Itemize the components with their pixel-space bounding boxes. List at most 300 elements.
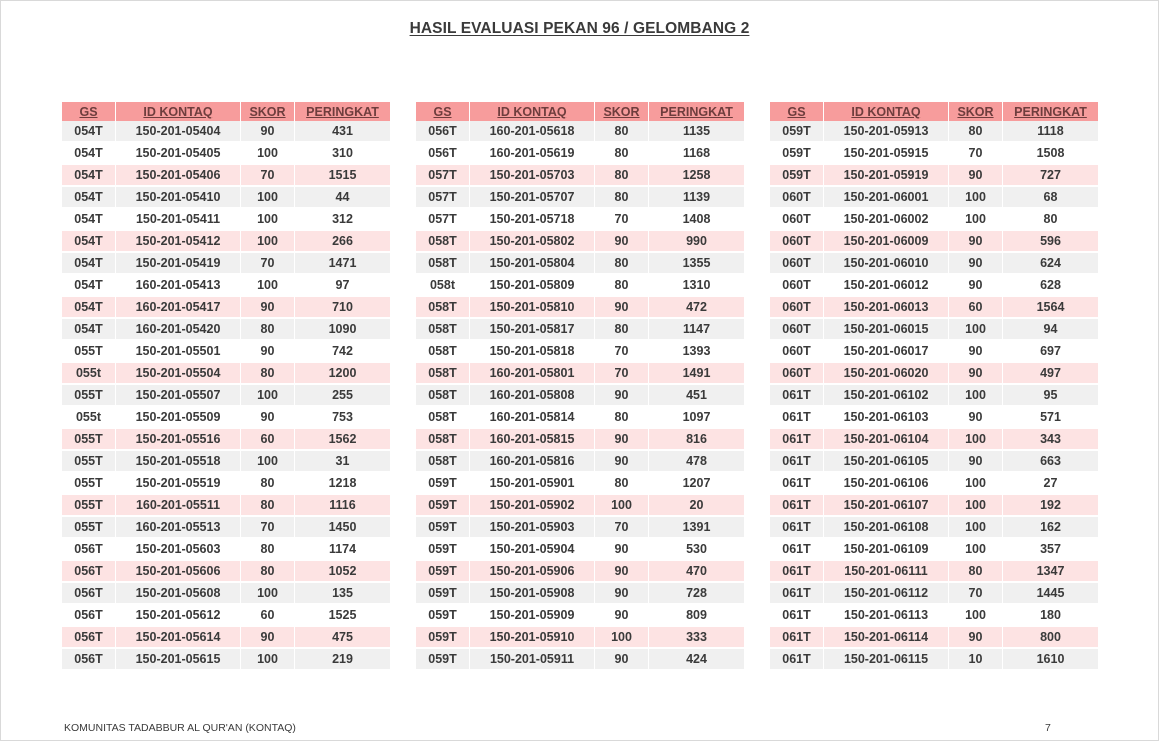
cell-peringkat: 1258 xyxy=(649,165,744,187)
cell-peringkat: 710 xyxy=(295,297,390,319)
cell-peringkat: 266 xyxy=(295,231,390,253)
cell-peringkat: 1515 xyxy=(295,165,390,187)
cell-skor: 90 xyxy=(949,341,1003,363)
cell-peringkat: 1207 xyxy=(649,473,744,495)
table-row xyxy=(770,407,1098,429)
table-row xyxy=(770,473,1098,495)
cell-peringkat: 1139 xyxy=(649,187,744,209)
cell-gs: 054T xyxy=(62,253,116,275)
cell-peringkat: 1118 xyxy=(1003,121,1098,143)
cell-id-kontaq: 150-201-05518 xyxy=(116,451,241,473)
table-row xyxy=(62,583,390,605)
table-row xyxy=(62,385,390,407)
cell-skor: 100 xyxy=(949,473,1003,495)
cell-skor: 90 xyxy=(949,253,1003,275)
cell-gs: 061T xyxy=(770,473,824,495)
table-row xyxy=(416,517,744,539)
cell-skor: 100 xyxy=(949,605,1003,627)
cell-skor: 100 xyxy=(949,319,1003,341)
table-row xyxy=(62,231,390,253)
cell-peringkat: 628 xyxy=(1003,275,1098,297)
cell-id-kontaq: 150-201-05817 xyxy=(470,319,595,341)
cell-skor: 80 xyxy=(241,539,295,561)
cell-skor: 70 xyxy=(595,363,649,385)
cell-gs: 058T xyxy=(416,385,470,407)
cell-gs: 058t xyxy=(416,275,470,297)
cell-id-kontaq: 150-201-06013 xyxy=(824,297,949,319)
cell-peringkat: 596 xyxy=(1003,231,1098,253)
table-row xyxy=(770,363,1098,385)
table-header-row xyxy=(62,102,390,121)
cell-id-kontaq: 150-201-06015 xyxy=(824,319,949,341)
table-row xyxy=(416,187,744,209)
cell-gs: 058T xyxy=(416,253,470,275)
table-row xyxy=(770,297,1098,319)
table-row xyxy=(416,319,744,341)
cell-gs: 058T xyxy=(416,429,470,451)
column-header: PERINGKAT xyxy=(649,102,744,121)
cell-id-kontaq: 150-201-06002 xyxy=(824,209,949,231)
cell-skor: 90 xyxy=(949,363,1003,385)
cell-id-kontaq: 150-201-05913 xyxy=(824,121,949,143)
cell-skor: 100 xyxy=(949,539,1003,561)
cell-gs: 056T xyxy=(416,121,470,143)
table-row xyxy=(62,627,390,649)
cell-skor: 100 xyxy=(241,583,295,605)
cell-skor: 80 xyxy=(241,561,295,583)
cell-gs: 060T xyxy=(770,253,824,275)
cell-peringkat: 1564 xyxy=(1003,297,1098,319)
cell-id-kontaq: 150-201-05802 xyxy=(470,231,595,253)
cell-id-kontaq: 150-201-05908 xyxy=(470,583,595,605)
table-row xyxy=(416,495,744,517)
cell-skor: 90 xyxy=(241,121,295,143)
cell-gs: 058T xyxy=(416,363,470,385)
cell-id-kontaq: 150-201-05412 xyxy=(116,231,241,253)
cell-gs: 059T xyxy=(416,517,470,539)
cell-peringkat: 1147 xyxy=(649,319,744,341)
cell-id-kontaq: 150-201-05519 xyxy=(116,473,241,495)
cell-id-kontaq: 160-201-05417 xyxy=(116,297,241,319)
cell-skor: 80 xyxy=(595,275,649,297)
table-row xyxy=(770,341,1098,363)
results-table-1 xyxy=(62,102,390,671)
cell-gs: 061T xyxy=(770,627,824,649)
table-row xyxy=(770,517,1098,539)
cell-skor: 90 xyxy=(241,341,295,363)
cell-gs: 056T xyxy=(62,539,116,561)
cell-peringkat: 1347 xyxy=(1003,561,1098,583)
cell-peringkat: 753 xyxy=(295,407,390,429)
cell-gs: 061T xyxy=(770,649,824,671)
cell-gs: 054T xyxy=(62,297,116,319)
cell-gs: 061T xyxy=(770,605,824,627)
cell-id-kontaq: 150-201-05603 xyxy=(116,539,241,561)
cell-id-kontaq: 150-201-05612 xyxy=(116,605,241,627)
cell-skor: 100 xyxy=(241,275,295,297)
table-row xyxy=(62,275,390,297)
table-row xyxy=(416,165,744,187)
cell-peringkat: 1097 xyxy=(649,407,744,429)
cell-skor: 80 xyxy=(241,495,295,517)
cell-peringkat: 1135 xyxy=(649,121,744,143)
cell-gs: 058T xyxy=(416,319,470,341)
column-header: ID KONTAQ xyxy=(116,102,241,121)
cell-id-kontaq: 160-201-05420 xyxy=(116,319,241,341)
cell-gs: 055T xyxy=(62,495,116,517)
cell-skor: 80 xyxy=(595,143,649,165)
cell-id-kontaq: 150-201-06108 xyxy=(824,517,949,539)
cell-id-kontaq: 150-201-05910 xyxy=(470,627,595,649)
table-row xyxy=(770,319,1098,341)
table-row xyxy=(416,385,744,407)
cell-skor: 90 xyxy=(949,627,1003,649)
table-row xyxy=(416,429,744,451)
cell-gs: 054T xyxy=(62,231,116,253)
cell-peringkat: 310 xyxy=(295,143,390,165)
table-row xyxy=(62,297,390,319)
cell-skor: 100 xyxy=(595,627,649,649)
cell-gs: 059T xyxy=(416,649,470,671)
column-header: GS xyxy=(416,102,470,121)
cell-skor: 90 xyxy=(241,297,295,319)
cell-gs: 059T xyxy=(770,143,824,165)
table-row xyxy=(62,407,390,429)
cell-id-kontaq: 160-201-05808 xyxy=(470,385,595,407)
cell-gs: 055T xyxy=(62,517,116,539)
cell-gs: 054T xyxy=(62,275,116,297)
cell-id-kontaq: 150-201-05810 xyxy=(470,297,595,319)
cell-gs: 054T xyxy=(62,165,116,187)
table-row xyxy=(416,121,744,143)
table-row xyxy=(770,429,1098,451)
cell-id-kontaq: 150-201-05405 xyxy=(116,143,241,165)
cell-id-kontaq: 160-201-05511 xyxy=(116,495,241,517)
cell-id-kontaq: 150-201-06109 xyxy=(824,539,949,561)
table-row xyxy=(62,561,390,583)
cell-skor: 90 xyxy=(595,429,649,451)
cell-gs: 055T xyxy=(62,451,116,473)
table-row xyxy=(62,121,390,143)
cell-skor: 80 xyxy=(241,473,295,495)
table-row xyxy=(770,253,1098,275)
cell-peringkat: 1408 xyxy=(649,209,744,231)
cell-skor: 90 xyxy=(595,649,649,671)
cell-peringkat: 1355 xyxy=(649,253,744,275)
table-row xyxy=(416,363,744,385)
table-row xyxy=(62,473,390,495)
cell-id-kontaq: 150-201-05804 xyxy=(470,253,595,275)
table-row xyxy=(416,209,744,231)
table-row xyxy=(416,539,744,561)
cell-peringkat: 1525 xyxy=(295,605,390,627)
cell-skor: 100 xyxy=(241,187,295,209)
cell-peringkat: 451 xyxy=(649,385,744,407)
table-row xyxy=(416,451,744,473)
cell-id-kontaq: 150-201-06115 xyxy=(824,649,949,671)
cell-peringkat: 424 xyxy=(649,649,744,671)
cell-gs: 060T xyxy=(770,187,824,209)
results-table-3 xyxy=(770,102,1098,671)
table-row xyxy=(416,561,744,583)
cell-gs: 059T xyxy=(416,583,470,605)
table-header-row xyxy=(770,102,1098,121)
cell-peringkat: 1393 xyxy=(649,341,744,363)
cell-skor: 100 xyxy=(241,143,295,165)
cell-gs: 055T xyxy=(62,473,116,495)
cell-id-kontaq: 150-201-05901 xyxy=(470,473,595,495)
cell-gs: 054T xyxy=(62,319,116,341)
cell-peringkat: 94 xyxy=(1003,319,1098,341)
page-number: 7 xyxy=(1045,722,1051,734)
cell-gs: 058T xyxy=(416,231,470,253)
cell-peringkat: 1391 xyxy=(649,517,744,539)
cell-id-kontaq: 150-201-05906 xyxy=(470,561,595,583)
cell-skor: 80 xyxy=(241,319,295,341)
cell-peringkat: 1218 xyxy=(295,473,390,495)
cell-id-kontaq: 150-201-05614 xyxy=(116,627,241,649)
cell-skor: 100 xyxy=(241,209,295,231)
table-row xyxy=(770,451,1098,473)
cell-peringkat: 180 xyxy=(1003,605,1098,627)
cell-skor: 100 xyxy=(949,429,1003,451)
cell-peringkat: 162 xyxy=(1003,517,1098,539)
cell-id-kontaq: 150-201-06111 xyxy=(824,561,949,583)
cell-peringkat: 1116 xyxy=(295,495,390,517)
cell-skor: 80 xyxy=(595,253,649,275)
table-row xyxy=(62,187,390,209)
cell-gs: 059T xyxy=(416,561,470,583)
cell-gs: 060T xyxy=(770,319,824,341)
cell-id-kontaq: 150-201-06107 xyxy=(824,495,949,517)
cell-id-kontaq: 150-201-05404 xyxy=(116,121,241,143)
cell-id-kontaq: 150-201-06104 xyxy=(824,429,949,451)
cell-peringkat: 530 xyxy=(649,539,744,561)
cell-id-kontaq: 150-201-05911 xyxy=(470,649,595,671)
table-row xyxy=(416,627,744,649)
table-row xyxy=(770,209,1098,231)
cell-peringkat: 816 xyxy=(649,429,744,451)
cell-peringkat: 1090 xyxy=(295,319,390,341)
table-row xyxy=(62,165,390,187)
cell-id-kontaq: 150-201-05809 xyxy=(470,275,595,297)
column-header: ID KONTAQ xyxy=(470,102,595,121)
cell-peringkat: 80 xyxy=(1003,209,1098,231)
cell-gs: 060T xyxy=(770,297,824,319)
table-row xyxy=(770,187,1098,209)
cell-peringkat: 728 xyxy=(649,583,744,605)
cell-id-kontaq: 150-201-05411 xyxy=(116,209,241,231)
cell-gs: 061T xyxy=(770,495,824,517)
cell-id-kontaq: 150-201-05516 xyxy=(116,429,241,451)
cell-gs: 056T xyxy=(62,605,116,627)
cell-peringkat: 27 xyxy=(1003,473,1098,495)
cell-skor: 80 xyxy=(949,121,1003,143)
table-row xyxy=(416,583,744,605)
cell-skor: 100 xyxy=(241,649,295,671)
cell-id-kontaq: 150-201-05606 xyxy=(116,561,241,583)
table-row xyxy=(770,583,1098,605)
cell-id-kontaq: 150-201-06017 xyxy=(824,341,949,363)
table-row xyxy=(62,539,390,561)
cell-peringkat: 333 xyxy=(649,627,744,649)
cell-gs: 058T xyxy=(416,297,470,319)
cell-id-kontaq: 150-201-05718 xyxy=(470,209,595,231)
cell-id-kontaq: 150-201-06106 xyxy=(824,473,949,495)
cell-skor: 90 xyxy=(241,627,295,649)
cell-id-kontaq: 160-201-05618 xyxy=(470,121,595,143)
table-row xyxy=(770,539,1098,561)
cell-skor: 10 xyxy=(949,649,1003,671)
cell-peringkat: 475 xyxy=(295,627,390,649)
cell-skor: 60 xyxy=(241,429,295,451)
table-row xyxy=(770,121,1098,143)
cell-gs: 060T xyxy=(770,231,824,253)
cell-gs: 059T xyxy=(416,473,470,495)
table-row xyxy=(62,451,390,473)
column-header: GS xyxy=(770,102,824,121)
cell-skor: 70 xyxy=(241,253,295,275)
cell-gs: 056T xyxy=(62,649,116,671)
cell-skor: 70 xyxy=(595,209,649,231)
cell-skor: 100 xyxy=(949,187,1003,209)
cell-peringkat: 1200 xyxy=(295,363,390,385)
cell-id-kontaq: 160-201-05815 xyxy=(470,429,595,451)
cell-peringkat: 1610 xyxy=(1003,649,1098,671)
cell-peringkat: 31 xyxy=(295,451,390,473)
table-row xyxy=(62,517,390,539)
cell-skor: 90 xyxy=(595,297,649,319)
cell-gs: 056T xyxy=(416,143,470,165)
cell-skor: 70 xyxy=(595,517,649,539)
cell-gs: 054T xyxy=(62,187,116,209)
cell-skor: 70 xyxy=(595,341,649,363)
cell-id-kontaq: 150-201-06009 xyxy=(824,231,949,253)
cell-id-kontaq: 150-201-05406 xyxy=(116,165,241,187)
cell-gs: 056T xyxy=(62,561,116,583)
results-table-2 xyxy=(416,102,744,671)
table-row xyxy=(62,363,390,385)
cell-gs: 060T xyxy=(770,209,824,231)
cell-peringkat: 472 xyxy=(649,297,744,319)
cell-id-kontaq: 150-201-05902 xyxy=(470,495,595,517)
cell-id-kontaq: 150-201-05507 xyxy=(116,385,241,407)
cell-id-kontaq: 150-201-05703 xyxy=(470,165,595,187)
cell-id-kontaq: 150-201-05903 xyxy=(470,517,595,539)
cell-skor: 90 xyxy=(595,385,649,407)
cell-peringkat: 809 xyxy=(649,605,744,627)
cell-skor: 90 xyxy=(949,275,1003,297)
cell-peringkat: 1562 xyxy=(295,429,390,451)
cell-peringkat: 431 xyxy=(295,121,390,143)
cell-id-kontaq: 150-201-05419 xyxy=(116,253,241,275)
cell-peringkat: 97 xyxy=(295,275,390,297)
table-row xyxy=(416,297,744,319)
cell-peringkat: 727 xyxy=(1003,165,1098,187)
cell-skor: 70 xyxy=(949,143,1003,165)
cell-skor: 90 xyxy=(949,451,1003,473)
cell-id-kontaq: 160-201-05513 xyxy=(116,517,241,539)
table-row xyxy=(62,495,390,517)
cell-gs: 061T xyxy=(770,539,824,561)
cell-gs: 059T xyxy=(770,121,824,143)
cell-peringkat: 624 xyxy=(1003,253,1098,275)
cell-peringkat: 1052 xyxy=(295,561,390,583)
column-header: PERINGKAT xyxy=(295,102,390,121)
table-row xyxy=(416,341,744,363)
cell-gs: 059T xyxy=(416,605,470,627)
cell-gs: 054T xyxy=(62,209,116,231)
cell-skor: 90 xyxy=(241,407,295,429)
table-row xyxy=(62,605,390,627)
cell-skor: 100 xyxy=(241,385,295,407)
cell-peringkat: 1508 xyxy=(1003,143,1098,165)
cell-id-kontaq: 150-201-05707 xyxy=(470,187,595,209)
cell-id-kontaq: 150-201-05608 xyxy=(116,583,241,605)
cell-peringkat: 497 xyxy=(1003,363,1098,385)
table-row xyxy=(62,649,390,671)
cell-skor: 70 xyxy=(241,517,295,539)
cell-skor: 90 xyxy=(595,539,649,561)
cell-peringkat: 1471 xyxy=(295,253,390,275)
cell-id-kontaq: 150-201-06020 xyxy=(824,363,949,385)
cell-peringkat: 663 xyxy=(1003,451,1098,473)
cell-id-kontaq: 160-201-05619 xyxy=(470,143,595,165)
column-header: PERINGKAT xyxy=(1003,102,1098,121)
cell-gs: 054T xyxy=(62,121,116,143)
cell-id-kontaq: 150-201-06001 xyxy=(824,187,949,209)
cell-gs: 060T xyxy=(770,275,824,297)
table-row xyxy=(62,143,390,165)
cell-peringkat: 68 xyxy=(1003,187,1098,209)
table-row xyxy=(416,473,744,495)
cell-gs: 060T xyxy=(770,341,824,363)
cell-gs: 059T xyxy=(770,165,824,187)
cell-peringkat: 219 xyxy=(295,649,390,671)
cell-id-kontaq: 150-201-06112 xyxy=(824,583,949,605)
cell-id-kontaq: 150-201-05501 xyxy=(116,341,241,363)
cell-skor: 80 xyxy=(949,561,1003,583)
cell-id-kontaq: 150-201-05410 xyxy=(116,187,241,209)
cell-skor: 90 xyxy=(949,407,1003,429)
cell-skor: 60 xyxy=(949,297,1003,319)
cell-peringkat: 44 xyxy=(295,187,390,209)
cell-id-kontaq: 150-201-05509 xyxy=(116,407,241,429)
cell-skor: 80 xyxy=(595,319,649,341)
cell-skor: 100 xyxy=(949,209,1003,231)
table-row xyxy=(62,341,390,363)
cell-gs: 060T xyxy=(770,363,824,385)
cell-id-kontaq: 150-201-06113 xyxy=(824,605,949,627)
cell-skor: 90 xyxy=(595,605,649,627)
cell-peringkat: 697 xyxy=(1003,341,1098,363)
cell-id-kontaq: 150-201-05504 xyxy=(116,363,241,385)
cell-skor: 90 xyxy=(949,165,1003,187)
cell-skor: 100 xyxy=(949,385,1003,407)
table-row xyxy=(416,407,744,429)
table-row xyxy=(770,495,1098,517)
table-row xyxy=(62,429,390,451)
cell-peringkat: 1174 xyxy=(295,539,390,561)
cell-peringkat: 1445 xyxy=(1003,583,1098,605)
cell-gs: 058T xyxy=(416,451,470,473)
table-row xyxy=(770,649,1098,671)
cell-gs: 061T xyxy=(770,451,824,473)
cell-id-kontaq: 160-201-05814 xyxy=(470,407,595,429)
cell-skor: 80 xyxy=(595,407,649,429)
cell-id-kontaq: 150-201-05909 xyxy=(470,605,595,627)
cell-skor: 100 xyxy=(241,231,295,253)
